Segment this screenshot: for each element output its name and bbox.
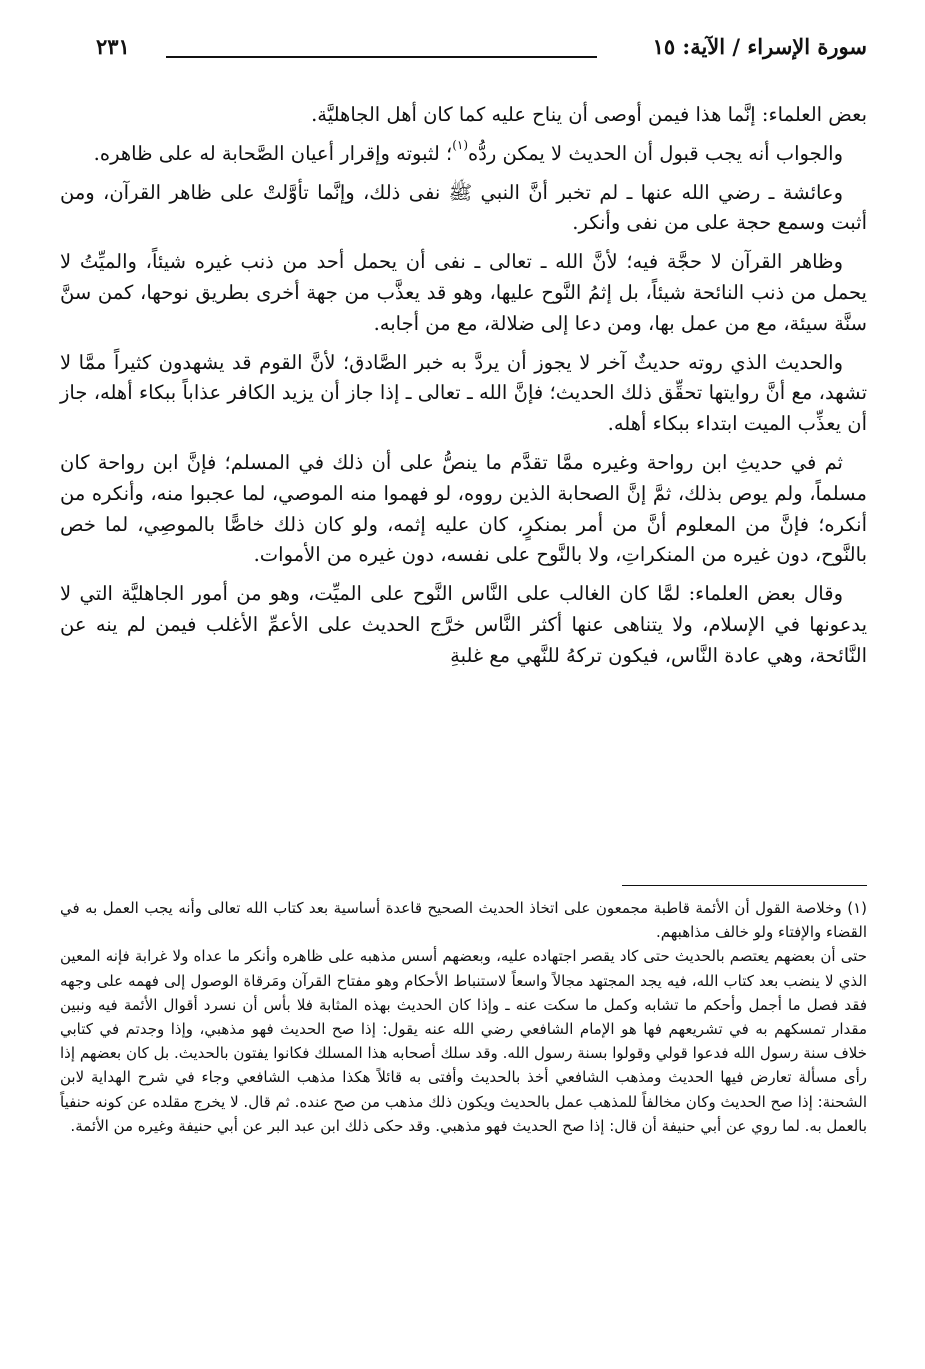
footnote-text: (١) وخلاصة القول أن الأئمة قاطبة مجمعون على اتخاذ الحديث الصحيح قاعدة أساسية بعد كتاب الله تعالى وأنه يجب العمل به في القضاء والإفتاء ولو خالف مذاهبهم. (60, 899, 867, 942)
paragraph-part: ؛ لثبوته وإقرار أعيان الصَّحابة له على ظاهره. (93, 141, 453, 165)
footnote-marker: (١) (452, 137, 469, 152)
page-number: ٢٣١ (96, 34, 130, 59)
footnote-text: حتى أن بعضهم يعتصم بالحديث حتى كاد يقصر اجتهاده عليه، وبعضهم أسس مذهبه على ظاهره وأنكر ما عداه ولا غرابة فإنه المعين الذي لا ينضب بعد كتاب الله، فيه يجد المجتهد مجالاً واسعاً لاستنباط الأحكام وهو مفتاح القرآن ومَرقاة الوصول إلى فهمه على وجهه فقد فصل ما أجمل وأحكم ما تشابه وكمل ما سكت عنه ـ وإذا كان الحديث بهذه المثابة فلا بأس أن نسرد أقوال الأئمة فيه ونبين مقدار تمسكهم به في تشريعهم فها هو الإمام الشافعي رضي الله عنه يقول: إذا صح الحديث فهو مذهبي، وإذا وجدتم في كتابي خلاف سنة رسول الله فدعوا قولي وقولوا بسنة رسول الله. وقد سلك أصحابه هذا المسلك فكانوا يفتون بالحديث. بل كان بعضهم إذا رأى مسألة تعارض فيها الحديث ومذهب الشافعي أخذ بالحديث وأفتى به قائلاً هكذا مذهب الشافعي وجاء في شرح الهداية لابن الشحنة: إذا صح الحديث وكان مخالفاً للمذهب عمل بالحديث ويكون ذلك مذهب من صح عنده. ثم قال. لا يخرج مقلده عن كونه حنفياً بالعمل به. لما روي عن أبي حنيفة أن قال: إذا صح الحديث فهو مذهبي. وقد حكى ذلك ابن عبد البر عن أبي حنيفة وغيره من الأئمة. (60, 947, 867, 1135)
main-text (60, 100, 867, 680)
footnote-separator (622, 885, 867, 886)
footnotes (60, 896, 867, 1138)
paragraph: والحديث الذي روته حديثٌ آخر لا يجوز أن يردَّ به خبر الصَّادق؛ لأنَّ القوم قد يشهدون كثيراً ممَّا لا تشهد، مع أنَّ روايتها تحقِّق ذلك الحديث؛ فإنَّ الله ـ تعالى ـ إذا جاز أن يزيد الكافر عذاباً ببكاء أهله، جاز أن يعذِّب الميت ابتداء ببكاء أهله. (60, 350, 867, 436)
paragraph (60, 139, 867, 170)
running-header (96, 28, 867, 68)
paragraph: وظاهر القرآن لا حجَّة فيه؛ لأنَّ الله ـ تعالى ـ نفى أن يحمل أحد من ذنب غيره شيئاً، والميِّتُ لا يحمل من ذنب النائحة شيئاً، بل إثمُ النَّوح عليها، وهو قد يعذَّب من جهة أخرى بطريق نوحها، كمن سنَّ سنَّة سيئة، مع من عمل بها، ومن دعا إلى ضلالة، مع من أجابه. (60, 250, 867, 335)
paragraph: ثم في حديثِ ابن رواحة وغيره ممَّا تقدَّم ما ينصُّ على أن ذلك في المسلم؛ فإنَّ ابن رواحة كان مسلماً، ولم يوص بذلك، ثمَّ إنَّ الصحابة الذين رووه، لو فهموا منه الموصي، لما عجبوا منه، وأنكره من أنكره؛ فإنَّ من المعلوم أنَّ من أمر بمنكرٍ، كان عليه إثمه، ولو كان ذلك خاصًّا بالموصِي، لما خص بالنَّوح، دون غيره من المنكراتِ، ولا بالنَّوح على نفسه، دون غيره من الأموات. (60, 450, 867, 567)
header-rule (166, 56, 597, 58)
paragraph: بعض العلماء: إنَّما هذا فيمن أوصى أن يناح عليه كما كان أهل الجاهليَّة. (311, 103, 867, 126)
surah-title: سورة الإسراء / الآية: ١٥ (652, 34, 867, 59)
paragraph-part: والجواب أنه يجب قبول أن الحديث لا يمكن ردُّه (468, 141, 843, 165)
paragraph: وعائشة ـ رضي الله عنها ـ لم تخبر أنَّ النبي ﷺ نفى ذلك، وإنَّما تأوَّلتْ على ظاهر القرآن، ومن أثبت وسمع حجة على من نفى وأنكر. (60, 180, 867, 235)
paragraph: وقال بعض العلماء: لمَّا كان الغالب على النَّاس النَّوح على الميِّت، وهو من أمور الجاهليَّة التي لا يدعونها في الإسلام، ولا يتناهى عنها أكثر النَّاس خرَّج الحديث على الأعمِّ الأغلب فيمن لم ينه عن النَّائحة، وهي عادة النَّاس، فيكون تركهُ للنَّهي مع غلبةِ (60, 582, 867, 667)
